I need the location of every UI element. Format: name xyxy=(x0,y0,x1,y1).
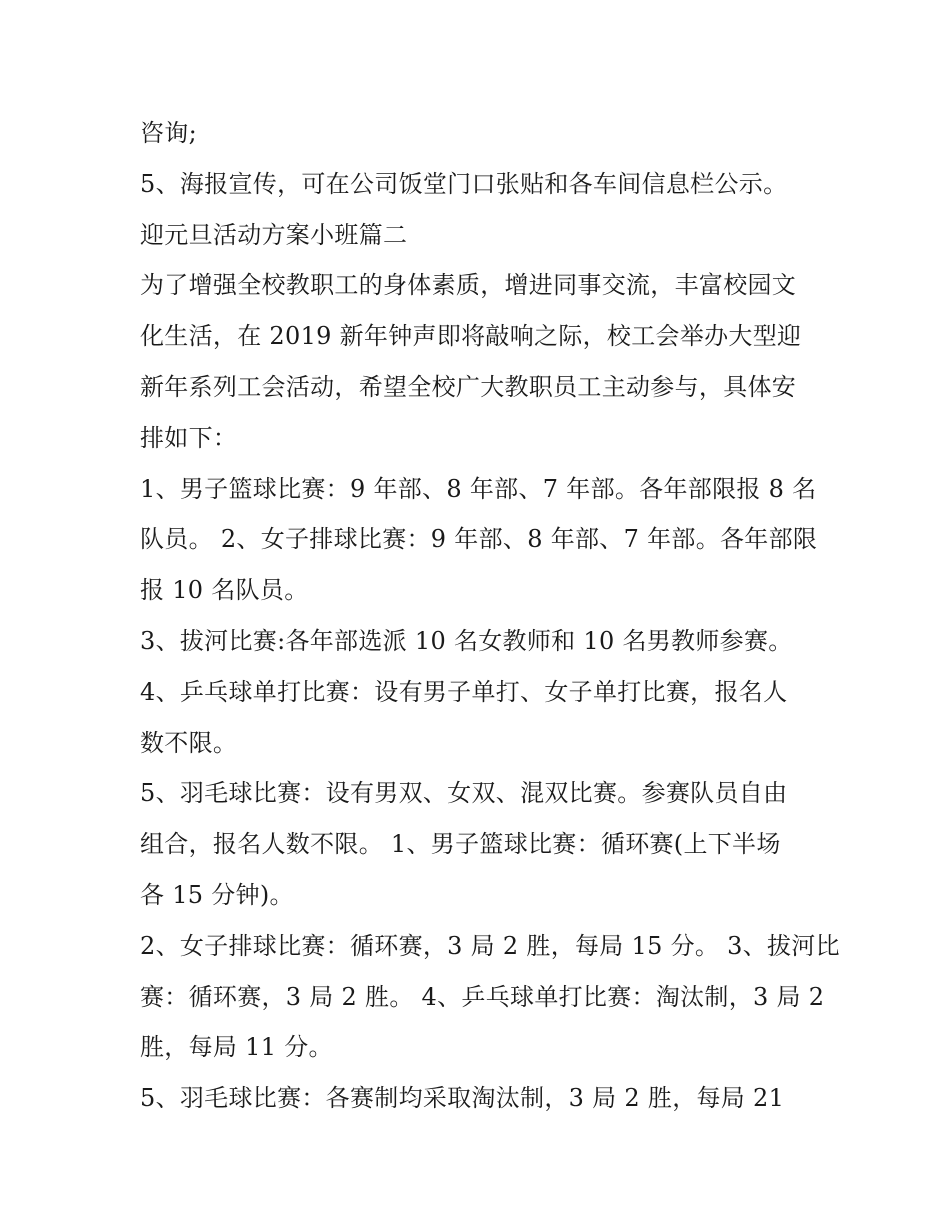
text-line: 5、羽毛球比赛：各赛制均采取淘汰制，3 局 2 胜，每局 21 xyxy=(140,1084,785,1113)
text-line: 数不限。 xyxy=(140,728,238,757)
text-line: 2、女子排球比赛：循环赛，3 局 2 胜，每局 15 分。 3、拔河比 xyxy=(140,931,840,960)
text-line: 化生活，在 2019 新年钟声即将敲响之际，校工会举办大型迎 xyxy=(140,322,802,351)
text-line: 3、拔河比赛:各年部选派 10 名女教师和 10 名男教师参赛。 xyxy=(140,626,793,655)
section-heading: 迎元旦活动方案小班篇二 xyxy=(140,220,408,249)
text-line: 咨询; xyxy=(140,119,197,147)
text-line: 4、乒乓球单打比赛：设有男子单打、女子单打比赛，报名人 xyxy=(140,677,788,706)
text-line: 组合，报名人数不限。 1、男子篮球比赛：循环赛(上下半场 xyxy=(140,830,781,859)
text-line: 胜，每局 11 分。 xyxy=(140,1033,333,1062)
text-line: 队员。 2、女子排球比赛：9 年部、8 年部、7 年部。各年部限 xyxy=(140,525,818,554)
text-line: 为了增强全校教职工的身体素质，增进同事交流，丰富校园文 xyxy=(140,271,797,300)
text-line: 赛：循环赛，3 局 2 胜。 4、乒乓球单打比赛：淘汰制，3 局 2 xyxy=(140,982,825,1011)
text-line: 报 10 名队员。 xyxy=(140,576,309,605)
text-line: 5、海报宣传，可在公司饭堂门口张贴和各车间信息栏公示。 xyxy=(140,169,788,198)
document-body xyxy=(140,108,840,1124)
text-line: 新年系列工会活动，希望全校广大教职员工主动参与，具体安 xyxy=(140,372,797,401)
text-line: 1、男子篮球比赛：9 年部、8 年部、7 年部。各年部限报 8 名 xyxy=(140,474,817,503)
text-line: 各 15 分钟)。 xyxy=(140,880,294,909)
text-line: 排如下： xyxy=(140,423,238,452)
text-line: 5、羽毛球比赛：设有男双、女双、混双比赛。参赛队员自由 xyxy=(140,779,788,808)
